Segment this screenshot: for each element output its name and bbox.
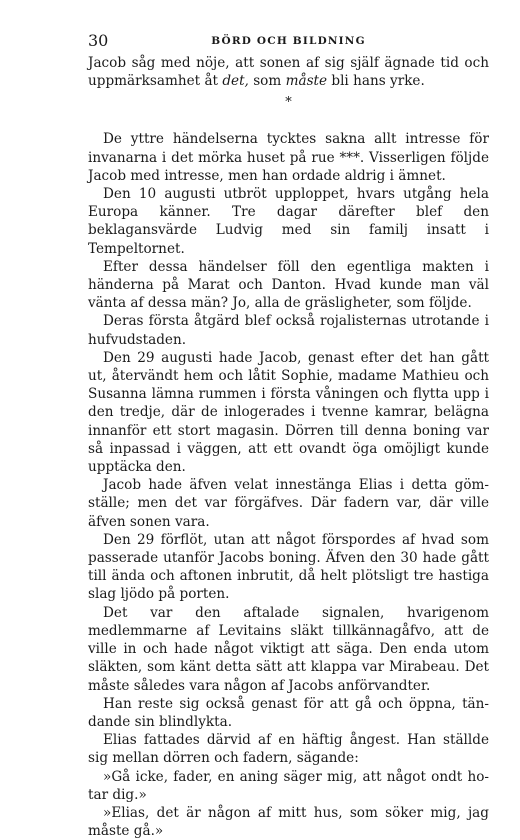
opening-text-end: bli hans yrke. — [327, 73, 425, 90]
paragraph: Jacob hade äfven velat innestänga Elias i detta gömställe; men det var förgäfves. Där fadern var, där ville äfven sonen vara. — [88, 477, 489, 530]
paragraph: Han reste sig också genast för att gå och öppna, tändande sin blindlykta. — [88, 695, 489, 730]
paragraph: Det var den aftalade signalen, hvarigenom medlemmarne af Levitains släkt tillkännagåfvo, att de ville in och hade något viktigt att säga. Den enda utom släkten, som känt detta sätt att klappa var Mirabeau. Det måste således vara någon af Jacobs anförvandter. — [88, 604, 489, 694]
paragraph: De yttre händelserna tycktes sakna allt intresse för invanarna i det mörka huset på rue ***. Visserligen följde Jacob med intresse, men han ordade aldrig i ämnet. — [88, 131, 489, 184]
opening-emphasis-det: det, — [222, 73, 249, 90]
paragraph: Efter dessa händelser föll den egentliga makten i händerna på Marat och Danton. Hvad kunde man väl vänta af dessa män? Jo, alla de gräsligheter, som följde. — [88, 258, 489, 312]
opening-text-start: Jacob såg med nöje, att sonen af sig själf ägnade tid och uppmärksamhet åt — [88, 55, 489, 90]
quote-paragraph: »Elias, det är någon af mitt hus, som söker mig, jag måste gå.» — [88, 804, 489, 840]
section-break-asterisk: * — [285, 95, 292, 111]
running-title: BÖRD OCH BILDNING — [211, 35, 366, 47]
paragraph: Den 29 augusti hade Jacob, genast efter det han gått ut, återvändt hem och låtit Sophie, madame Mathieu och Susanna lämna rummen i första våningen och flytta upp i den tredje, där de inlogerades i tvenne kamrar, belägna innanför ett stort magasin. Dörren till denna boning var så inpassad i väggen, att ett ovandt öga omöjligt kunde upptäcka den. — [88, 349, 489, 476]
running-head — [88, 32, 489, 52]
paragraph: Den 10 augusti utbröt upploppet, hvars utgång hela Europa känner. Tre dagar därefter blef den beklagansvärde Ludvig med sin familj insatt i Tempeltornet. — [88, 186, 489, 257]
paragraph: Deras första åtgärd blef också rojalisternas utrotande i hufvudstaden. — [88, 313, 489, 348]
page-number: 30 — [88, 31, 109, 50]
opening-emphasis-maste: måste — [285, 73, 328, 90]
paragraph: Den 29 förflöt, utan att något förspordes af hvad som passerade utanför Jacobs boning. Äfven den 30 hade gått till ända och aftonen inbrutit, då helt plötsligt tre hastiga slag ljödo på porten. — [88, 531, 489, 603]
body-text — [88, 54, 489, 840]
opening-paragraph — [88, 54, 489, 90]
section-spacer — [88, 121, 489, 130]
quote-paragraph: »Gå icke, fader, en aning säger mig, att något ondt hotar dig.» — [88, 768, 489, 803]
opening-text-middle: som — [248, 73, 286, 90]
paragraph: Elias fattades därvid af en häftig ångest. Han ställde sig mellan dörren och fadern, sägande: — [88, 732, 489, 767]
